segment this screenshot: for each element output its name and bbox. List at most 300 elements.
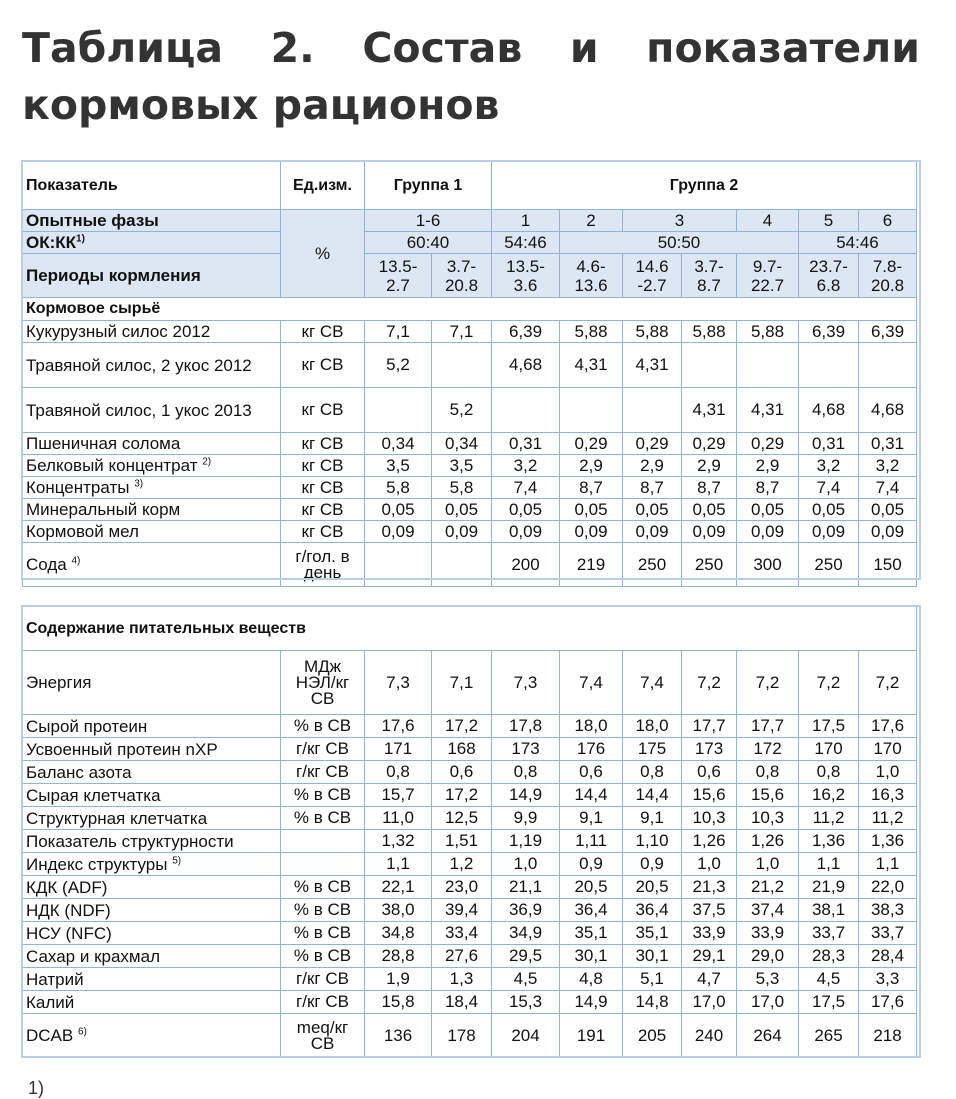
value-cell: 38,1 xyxy=(799,899,859,922)
value-cell: 1,0 xyxy=(859,761,917,784)
feed-composition-table xyxy=(22,161,917,587)
period-part: 20.8 xyxy=(870,275,905,295)
value-cell: 4,31 xyxy=(623,343,682,388)
value-cell: 5,2 xyxy=(432,388,492,433)
row-label xyxy=(23,807,281,830)
value-cell: 0,31 xyxy=(859,433,917,455)
period-part: 13.6 xyxy=(574,275,608,295)
value-cell: 5,2 xyxy=(365,343,432,388)
value-cell: 5,88 xyxy=(623,321,682,343)
value-cell: 17,7 xyxy=(737,715,799,738)
row-label xyxy=(23,738,281,761)
row-label xyxy=(23,784,281,807)
value-cell: 4,68 xyxy=(859,388,917,433)
value-cell: 170 xyxy=(799,738,859,761)
title-word: Состав xyxy=(362,24,523,72)
value-cell: 0,09 xyxy=(365,521,432,543)
row-unit: % в СВ xyxy=(281,784,365,807)
phases-label: Опытные фазы xyxy=(23,210,281,232)
value-cell: 37,4 xyxy=(737,899,799,922)
value-cell: 36,9 xyxy=(492,899,560,922)
row-label xyxy=(23,1014,281,1058)
value-cell: 33,9 xyxy=(737,922,799,945)
row-label-text: Травяной силос, 1 укос 2013 xyxy=(26,400,252,420)
footnote-marker: 1) xyxy=(28,1078,45,1098)
row-unit xyxy=(281,830,365,853)
value-cell: 0,09 xyxy=(492,521,560,543)
value-cell: 4,68 xyxy=(492,343,560,388)
phase-cell: 4 xyxy=(737,210,799,232)
value-cell: 14,4 xyxy=(623,784,682,807)
value-cell: 9,1 xyxy=(560,807,623,830)
value-cell xyxy=(492,388,560,433)
value-cell: 1,1 xyxy=(365,853,432,876)
value-cell xyxy=(365,543,432,587)
period-part: 6.8 xyxy=(816,275,841,295)
title-word: 2. xyxy=(270,24,315,72)
ratio-cell: 54:46 xyxy=(799,232,917,254)
period-part: 3.6 xyxy=(513,275,538,295)
value-cell: 17,7 xyxy=(682,715,737,738)
period-cell xyxy=(799,254,859,298)
value-cell: 204 xyxy=(492,1014,560,1058)
row-label xyxy=(23,433,281,455)
value-cell: 9,1 xyxy=(623,807,682,830)
periods-label: Периоды кормления xyxy=(23,254,281,298)
table-row xyxy=(23,321,917,343)
value-cell: 2,9 xyxy=(560,455,623,477)
value-cell: 33,4 xyxy=(432,922,492,945)
row-label xyxy=(23,968,281,991)
value-cell: 37,5 xyxy=(682,899,737,922)
value-cell: 1,36 xyxy=(859,830,917,853)
ratio-cell: 50:50 xyxy=(560,232,799,254)
title-word: Таблица xyxy=(22,24,224,72)
value-cell: 0,05 xyxy=(432,499,492,521)
value-cell: 205 xyxy=(623,1014,682,1058)
value-cell: 14,8 xyxy=(623,991,682,1014)
title-word: показатели xyxy=(646,24,920,72)
value-cell: 1,0 xyxy=(737,853,799,876)
value-cell: 4,8 xyxy=(560,968,623,991)
footnote-sup: 6) xyxy=(77,1026,87,1038)
row-unit: г/кг СВ xyxy=(281,991,365,1014)
row-label-text: Травяной силос, 2 укос 2012 xyxy=(26,355,252,375)
value-cell: 1,11 xyxy=(560,830,623,853)
value-cell: 4,7 xyxy=(682,968,737,991)
row-unit: % в СВ xyxy=(281,922,365,945)
value-cell: 0,05 xyxy=(560,499,623,521)
footnote-sup: 2) xyxy=(202,456,212,468)
table-row xyxy=(23,922,917,945)
value-cell: 39,4 xyxy=(432,899,492,922)
period-cell xyxy=(859,254,917,298)
row-unit: % в СВ xyxy=(281,945,365,968)
period-cell xyxy=(737,254,799,298)
value-cell: 1,0 xyxy=(492,853,560,876)
value-cell: 7,2 xyxy=(682,651,737,715)
value-cell: 15,3 xyxy=(492,991,560,1014)
value-cell: 0,05 xyxy=(682,499,737,521)
table-row xyxy=(23,343,917,388)
value-cell: 20,5 xyxy=(560,876,623,899)
value-cell: 17,6 xyxy=(365,715,432,738)
value-cell: 6,39 xyxy=(859,321,917,343)
value-cell: 7,2 xyxy=(799,651,859,715)
value-cell: 7,4 xyxy=(859,477,917,499)
period-part: 20.8 xyxy=(444,275,479,295)
value-cell: 0,8 xyxy=(623,761,682,784)
value-cell: 14,9 xyxy=(492,784,560,807)
header-group-2: Группа 2 xyxy=(492,162,917,210)
row-label xyxy=(23,899,281,922)
value-cell: 173 xyxy=(682,738,737,761)
period-cell xyxy=(682,254,737,298)
value-cell xyxy=(682,343,737,388)
value-cell: 0,05 xyxy=(365,499,432,521)
value-cell: 264 xyxy=(737,1014,799,1058)
value-cell: 17,6 xyxy=(859,991,917,1014)
value-cell: 22,1 xyxy=(365,876,432,899)
value-cell: 1,1 xyxy=(859,853,917,876)
value-cell: 7,3 xyxy=(365,651,432,715)
value-cell: 18,4 xyxy=(432,991,492,1014)
value-cell: 17,8 xyxy=(492,715,560,738)
phase-cell: 1 xyxy=(492,210,560,232)
row-label xyxy=(23,455,281,477)
value-cell: 27,6 xyxy=(432,945,492,968)
value-cell: 191 xyxy=(560,1014,623,1058)
value-cell: 0,8 xyxy=(492,761,560,784)
table-row xyxy=(23,945,917,968)
value-cell: 5,88 xyxy=(560,321,623,343)
row-unit: г/кг СВ xyxy=(281,968,365,991)
value-cell: 0,6 xyxy=(560,761,623,784)
value-cell: 4,5 xyxy=(799,968,859,991)
value-cell: 0,9 xyxy=(623,853,682,876)
value-cell xyxy=(859,343,917,388)
value-cell: 34,9 xyxy=(492,922,560,945)
row-label xyxy=(23,388,281,433)
value-cell: 0,05 xyxy=(799,499,859,521)
row-label xyxy=(23,343,281,388)
value-cell xyxy=(623,388,682,433)
value-cell xyxy=(737,343,799,388)
value-cell: 0,6 xyxy=(432,761,492,784)
feed-section-title: Кормовое сырьё xyxy=(23,298,917,321)
value-cell: 8,7 xyxy=(560,477,623,499)
value-cell: 1,10 xyxy=(623,830,682,853)
period-cell xyxy=(365,254,432,298)
value-cell xyxy=(365,388,432,433)
row-unit: кг СВ xyxy=(281,477,365,499)
value-cell: 30,1 xyxy=(623,945,682,968)
title-word: и xyxy=(569,24,599,72)
value-cell: 30,1 xyxy=(560,945,623,968)
table-row xyxy=(23,499,917,521)
value-cell: 14,4 xyxy=(560,784,623,807)
value-cell: 38,0 xyxy=(365,899,432,922)
value-cell: 0,8 xyxy=(365,761,432,784)
value-cell: 35,1 xyxy=(560,922,623,945)
row-label-text: Белковый концентрат xyxy=(26,456,198,475)
table-row xyxy=(23,388,917,433)
value-cell: 2,9 xyxy=(623,455,682,477)
value-cell: 20,5 xyxy=(623,876,682,899)
value-cell: 1,36 xyxy=(799,830,859,853)
period-part: 3.7- xyxy=(694,256,724,276)
value-cell: 0,05 xyxy=(737,499,799,521)
row-label-text: Минеральный корм xyxy=(26,500,181,519)
value-cell: 16,2 xyxy=(799,784,859,807)
row-label xyxy=(23,991,281,1014)
value-cell: 17,5 xyxy=(799,991,859,1014)
row-unit: % в СВ xyxy=(281,807,365,830)
row-unit: кг СВ xyxy=(281,499,365,521)
value-cell: 3,2 xyxy=(859,455,917,477)
value-cell: 17,0 xyxy=(682,991,737,1014)
table-row xyxy=(23,991,917,1014)
value-cell: 7,4 xyxy=(799,477,859,499)
row-label-text: Баланс азота xyxy=(26,762,132,782)
value-cell: 17,0 xyxy=(737,991,799,1014)
table-row xyxy=(23,784,917,807)
value-cell: 5,8 xyxy=(365,477,432,499)
table-row xyxy=(23,968,917,991)
value-cell xyxy=(560,388,623,433)
value-cell: 136 xyxy=(365,1014,432,1058)
row-label-text: Кормовой мел xyxy=(26,522,139,541)
table-row xyxy=(23,830,917,853)
value-cell: 7,1 xyxy=(365,321,432,343)
period-part: 14.6 xyxy=(635,256,669,276)
value-cell: 18,0 xyxy=(623,715,682,738)
value-cell: 15,8 xyxy=(365,991,432,1014)
value-cell: 1,1 xyxy=(799,853,859,876)
value-cell: 250 xyxy=(682,543,737,587)
row-label-text: Сырой протеин xyxy=(26,716,148,736)
phase-cell: 5 xyxy=(799,210,859,232)
title-line2: кормовых рационов xyxy=(22,81,500,129)
row-unit: г/кг СВ xyxy=(281,738,365,761)
row-label-text: Концентраты xyxy=(26,478,130,497)
row-unit: г/кг СВ xyxy=(281,761,365,784)
value-cell: 1,26 xyxy=(737,830,799,853)
value-cell: 0,05 xyxy=(492,499,560,521)
row-label xyxy=(23,651,281,715)
row-label xyxy=(23,521,281,543)
value-cell: 4,5 xyxy=(492,968,560,991)
value-cell: 0,8 xyxy=(799,761,859,784)
value-cell: 29,1 xyxy=(682,945,737,968)
row-label-text: НДК (NDF) xyxy=(26,900,111,920)
value-cell: 1,32 xyxy=(365,830,432,853)
period-part: 13.5- xyxy=(506,256,545,276)
header-group-1: Группа 1 xyxy=(365,162,492,210)
period-part: 23.7- xyxy=(809,256,848,276)
period-cell xyxy=(623,254,682,298)
row-label-text: КДК (ADF) xyxy=(26,877,108,897)
value-cell: 0,09 xyxy=(432,521,492,543)
value-cell: 10,3 xyxy=(737,807,799,830)
value-cell: 38,3 xyxy=(859,899,917,922)
value-cell: 36,4 xyxy=(560,899,623,922)
table-row xyxy=(23,543,917,587)
table-row xyxy=(23,1014,917,1058)
value-cell: 0,09 xyxy=(737,521,799,543)
value-cell: 18,0 xyxy=(560,715,623,738)
table-row xyxy=(23,715,917,738)
value-cell: 33,7 xyxy=(799,922,859,945)
table-row xyxy=(23,521,917,543)
value-cell: 3,5 xyxy=(365,455,432,477)
period-cell xyxy=(492,254,560,298)
row-unit: МДж НЭЛ/кг СВ xyxy=(281,651,365,715)
value-cell: 21,1 xyxy=(492,876,560,899)
period-part: 8.7 xyxy=(697,275,721,295)
value-cell: 8,7 xyxy=(682,477,737,499)
row-label-text: Показатель структурности xyxy=(26,831,234,851)
value-cell: 21,2 xyxy=(737,876,799,899)
row-unit: кг СВ xyxy=(281,343,365,388)
value-cell: 7,1 xyxy=(432,651,492,715)
row-label-text: Натрий xyxy=(26,969,84,989)
value-cell: 0,09 xyxy=(623,521,682,543)
value-cell: 12,5 xyxy=(432,807,492,830)
phase-cell: 3 xyxy=(623,210,737,232)
value-cell: 11,2 xyxy=(859,807,917,830)
ratio-cell: 60:40 xyxy=(365,232,492,254)
period-part: 4.6- xyxy=(576,256,606,276)
value-cell: 7,4 xyxy=(560,651,623,715)
phase-cell: 2 xyxy=(560,210,623,232)
table-row xyxy=(23,899,917,922)
value-cell: 15,7 xyxy=(365,784,432,807)
value-cell: 1,3 xyxy=(432,968,492,991)
value-cell: 0,05 xyxy=(859,499,917,521)
value-cell: 250 xyxy=(623,543,682,587)
value-cell: 2,9 xyxy=(682,455,737,477)
footnote-sup: 3) xyxy=(134,478,144,490)
phase-cell: 1-6 xyxy=(365,210,492,232)
value-cell: 0,34 xyxy=(432,433,492,455)
row-unit: кг СВ xyxy=(281,433,365,455)
value-cell: 173 xyxy=(492,738,560,761)
footnote-sup: 1) xyxy=(76,232,85,244)
value-cell: 150 xyxy=(859,543,917,587)
value-cell: 28,3 xyxy=(799,945,859,968)
footnote-sup: 5) xyxy=(172,854,182,866)
value-cell: 11,0 xyxy=(365,807,432,830)
period-part: 13.5- xyxy=(378,256,418,276)
header-unit: Ед.изм. xyxy=(281,162,365,210)
period-part: 2.7 xyxy=(386,275,410,295)
row-label-text: Сода xyxy=(26,555,67,574)
value-cell: 170 xyxy=(859,738,917,761)
value-cell: 0,09 xyxy=(560,521,623,543)
ratio-label xyxy=(23,232,281,254)
period-part: 9.7- xyxy=(752,256,783,276)
header-indicator: Показатель xyxy=(23,162,281,210)
value-cell: 0,9 xyxy=(560,853,623,876)
value-cell: 1,51 xyxy=(432,830,492,853)
value-cell: 14,9 xyxy=(560,991,623,1014)
value-cell: 7,4 xyxy=(623,651,682,715)
value-cell: 1,19 xyxy=(492,830,560,853)
value-cell: 3,2 xyxy=(799,455,859,477)
value-cell: 0,29 xyxy=(623,433,682,455)
row-label-text: Энергия xyxy=(26,673,92,692)
value-cell: 17,2 xyxy=(432,784,492,807)
row-unit: кг СВ xyxy=(281,521,365,543)
row-label-text: Пшеничная солома xyxy=(26,434,181,453)
value-cell: 21,3 xyxy=(682,876,737,899)
value-cell xyxy=(432,343,492,388)
row-label xyxy=(23,922,281,945)
value-cell: 5,88 xyxy=(682,321,737,343)
table-row xyxy=(23,651,917,715)
value-cell: 22,0 xyxy=(859,876,917,899)
table-row xyxy=(23,853,917,876)
value-cell: 7,4 xyxy=(492,477,560,499)
value-cell: 33,7 xyxy=(859,922,917,945)
table-row xyxy=(23,876,917,899)
row-unit: % в СВ xyxy=(281,715,365,738)
value-cell: 5,88 xyxy=(737,321,799,343)
row-label xyxy=(23,477,281,499)
value-cell xyxy=(799,343,859,388)
value-cell: 15,6 xyxy=(682,784,737,807)
value-cell: 4,31 xyxy=(560,343,623,388)
value-cell: 23,0 xyxy=(432,876,492,899)
ratio-label-text: ОК:КК xyxy=(26,232,77,252)
value-cell: 21,9 xyxy=(799,876,859,899)
value-cell: 168 xyxy=(432,738,492,761)
value-cell: 0,8 xyxy=(737,761,799,784)
value-cell: 6,39 xyxy=(492,321,560,343)
value-cell: 0,6 xyxy=(682,761,737,784)
value-cell: 6,39 xyxy=(799,321,859,343)
row-label-text: Усвоенный протеин nXP xyxy=(26,739,218,759)
value-cell: 36,4 xyxy=(623,899,682,922)
value-cell: 0,34 xyxy=(365,433,432,455)
value-cell: 0,05 xyxy=(623,499,682,521)
value-cell: 10,3 xyxy=(682,807,737,830)
row-label-text: Калий xyxy=(26,992,75,1012)
value-cell: 8,7 xyxy=(623,477,682,499)
table-row xyxy=(23,761,917,784)
value-cell: 1,0 xyxy=(682,853,737,876)
value-cell: 0,09 xyxy=(799,521,859,543)
row-label-text: Индекс структуры xyxy=(26,854,168,874)
nutrients-table xyxy=(22,606,917,1058)
table-row xyxy=(23,807,917,830)
row-label xyxy=(23,715,281,738)
footnote-sup: 4) xyxy=(71,555,81,567)
ratio-unit: % xyxy=(281,210,365,298)
row-label-text: Структурная клетчатка xyxy=(26,808,208,828)
table-row xyxy=(23,455,917,477)
row-unit: г/гол. в день xyxy=(281,543,365,587)
value-cell: 178 xyxy=(432,1014,492,1058)
value-cell: 8,7 xyxy=(737,477,799,499)
value-cell: 16,3 xyxy=(859,784,917,807)
table-row xyxy=(23,738,917,761)
value-cell: 0,29 xyxy=(682,433,737,455)
nutrients-section-title: Содержание питательных веществ xyxy=(23,607,917,651)
value-cell: 15,6 xyxy=(737,784,799,807)
value-cell: 2,9 xyxy=(737,455,799,477)
